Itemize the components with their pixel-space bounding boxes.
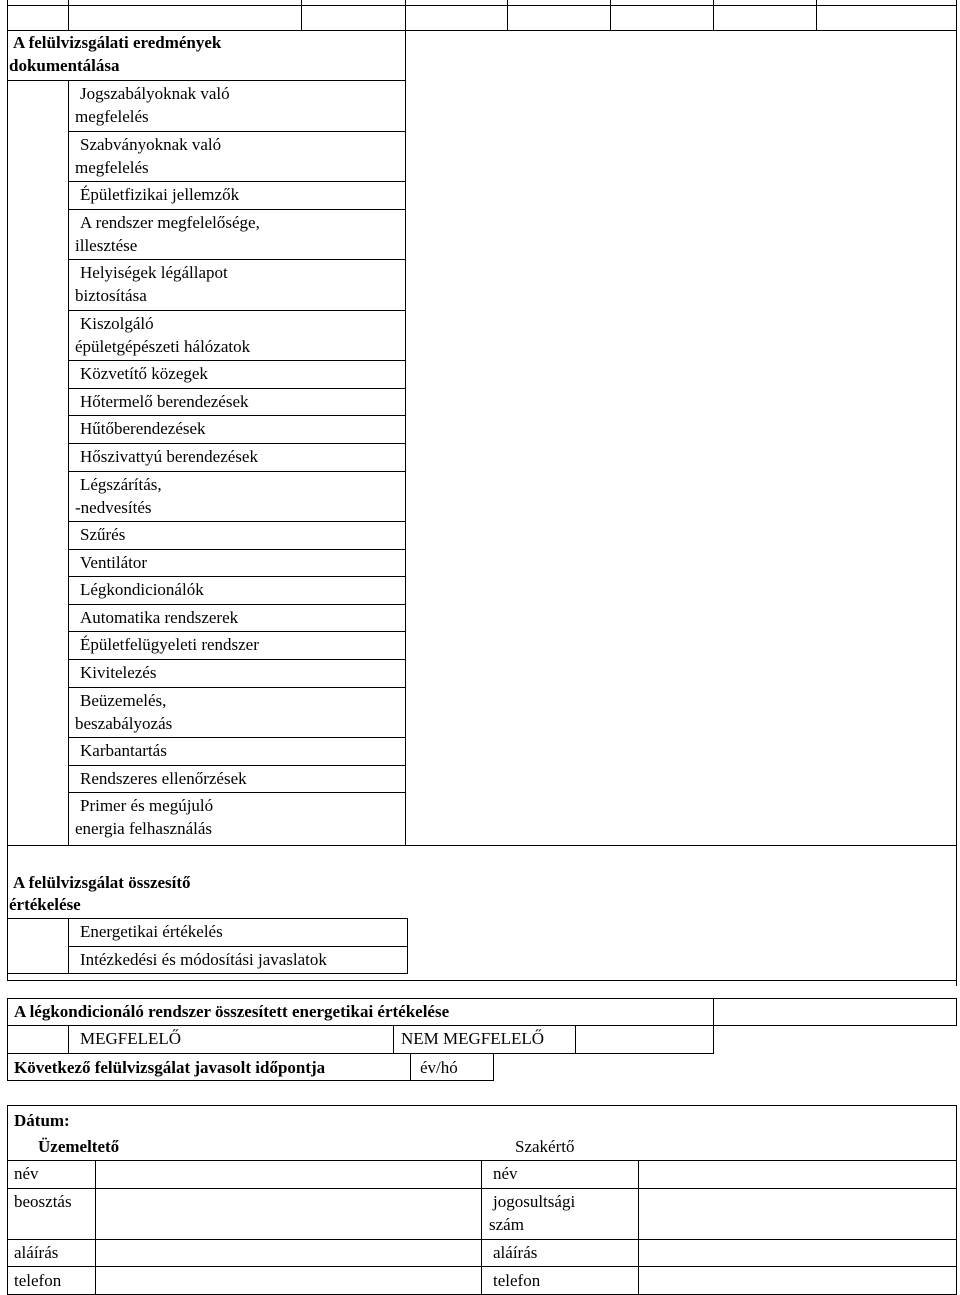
checklist-item: Hűtőberendezések [80,419,206,439]
checklist-item: Beüzemelés, [80,690,167,710]
grid-line [7,1188,482,1189]
checklist-item: Ventilátor [80,552,148,572]
grid-line [7,80,406,81]
grid-line [68,415,406,416]
checklist-item: Légszárítás, [80,474,162,494]
grid-line [393,1025,394,1054]
checklist-item: Szabványoknak való [80,134,222,154]
grid-line [68,443,406,444]
checklist-item: biztosítása [75,286,147,306]
expert-heading: Szakértő [515,1137,575,1156]
checklist-item: Kivitelezés [80,663,157,682]
grid-line [481,1266,957,1267]
checklist-item: Légkondicionálók [80,580,204,600]
section-title: dokumentálása [9,56,120,75]
grid-line [68,792,406,793]
checklist-item: beszabályozás [75,713,173,733]
option-ok-label: MEGFELELŐ [80,1029,182,1048]
expert-signature-label: aláírás [493,1243,538,1262]
checklist-item: épületgépészeti hálózatok [75,336,251,356]
grid-line [575,1025,576,1054]
grid-line [68,1025,69,1054]
checklist-item: -nedvesítés [75,497,152,517]
grid-line [7,845,957,846]
expert-license-label: szám [489,1215,524,1234]
checklist-item: illesztése [75,235,138,255]
checklist-item: Hőszivattyú berendezések [80,446,258,466]
grid-line [7,1239,482,1240]
grid-line [68,737,406,738]
grid-line [481,1239,957,1240]
grid-line [68,80,69,845]
grid-line [7,1053,714,1054]
grid-line [481,1160,482,1295]
section-title: A légkondicionáló rendszer összesített energetikai értékelése [14,1002,450,1021]
grid-line [7,998,8,1080]
operator-signature-label: aláírás [14,1243,59,1262]
checklist-item: Hőtermelő berendezések [80,391,249,411]
checklist-item: megfelelés [75,107,149,126]
section-title: A felülvizsgálati eredmények [13,33,222,52]
checklist-item: Épületfelügyeleti rendszer [80,635,259,655]
section-title: értékelése [9,895,81,914]
grid-line [7,998,957,999]
checklist-item: A rendszer megfelelősége, [80,212,260,232]
operator-phone-label: telefon [14,1271,62,1290]
checklist-item: energia felhasználás [75,819,213,839]
grid-line [68,181,406,182]
checklist-item: Jogszabályoknak való [80,84,230,103]
grid-line [713,998,714,1054]
grid-line [7,1025,957,1026]
checklist-item: Karbantartás [80,741,167,761]
operator-position-label: beosztás [14,1192,72,1211]
checklist-item: megfelelés [75,157,149,177]
summary-item: Energetikai értékelés [80,922,223,941]
grid-line [7,5,957,6]
grid-line [507,5,508,30]
section-title: A felülvizsgálat összesítő [13,873,191,892]
grid-line [95,1160,96,1295]
grid-line [405,30,406,845]
grid-line [68,259,406,260]
checklist-item: Szűrés [80,525,126,544]
grid-line [68,946,408,947]
checklist-item: Kiszolgáló [80,313,154,333]
grid-line [7,1105,957,1106]
checklist-item: Épületfizikai jellemzők [80,185,240,204]
expert-phone-label: telefon [493,1271,541,1290]
grid-line [7,845,8,980]
grid-line [956,0,957,986]
grid-line [7,5,8,845]
grid-line [68,521,406,522]
grid-line [481,1188,957,1189]
next-review-label: Következő felülvizsgálat javasolt időpontja [14,1058,326,1077]
grid-line [956,998,957,1025]
grid-line [68,659,406,660]
checklist-item: Automatika rendszerek [80,607,239,627]
expert-license-label: jogosultsági [493,1192,576,1211]
grid-line [410,1053,411,1080]
grid-line [68,576,406,577]
checklist-item: Rendszeres ellenőrzések [80,768,247,788]
expert-name-label: név [493,1164,518,1183]
grid-line [7,980,957,981]
next-review-unit: év/hó [420,1058,458,1077]
operator-name-label: név [14,1164,39,1183]
date-label: Dátum: [14,1111,70,1130]
grid-line [7,1160,482,1161]
grid-line [7,973,408,974]
grid-line [481,1160,957,1161]
grid-line [638,1160,639,1295]
checklist-item: Helyiségek légállapot [80,263,228,283]
operator-heading: Üzemeltető [38,1137,120,1156]
grid-line [7,1266,482,1267]
checklist-item: Primer és megújuló [80,796,214,816]
grid-line [68,631,406,632]
grid-line [493,1053,494,1080]
option-not-ok-label: NEM MEGFELELŐ [401,1029,545,1048]
grid-line [7,1080,494,1081]
grid-line [68,360,406,361]
checklist-item: Közvetítő közegek [80,364,208,384]
summary-item: Intézkedési és módosítási javaslatok [80,950,327,969]
